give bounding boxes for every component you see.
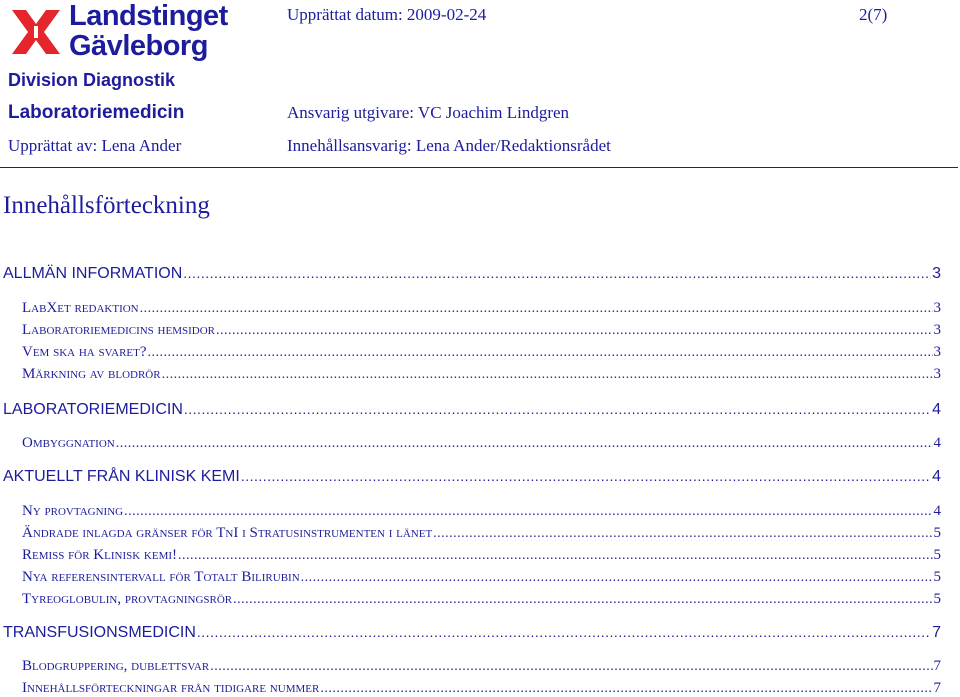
toc-leader [124, 504, 932, 520]
toc-leader [162, 367, 933, 383]
toc-entry[interactable] [22, 344, 941, 361]
toc-entry-page: 3 [933, 300, 941, 316]
toc-entry[interactable] [22, 300, 941, 317]
toc-entry-text: Laboratoriemedicins hemsidor [22, 322, 215, 338]
toc-entry-page: 7 [932, 624, 941, 641]
toc-entry-page: 5 [933, 547, 941, 563]
toc-entry-page: 7 [933, 680, 941, 696]
toc-title: Innehållsförteckning [3, 192, 210, 219]
toc-entry[interactable] [22, 658, 941, 675]
toc-entry-text: Remiss för Klinisk kemi! [22, 547, 178, 563]
toc-entry[interactable] [22, 503, 941, 520]
toc-leader [233, 592, 932, 608]
toc-entry[interactable] [22, 569, 941, 586]
landstinget-logo [8, 2, 228, 66]
toc-entry[interactable] [3, 401, 941, 419]
toc-entry-text: Nya referensintervall för Totalt Bilirubin [22, 569, 300, 585]
toc-entry-page: 3 [932, 265, 941, 282]
toc-entry[interactable] [22, 322, 941, 339]
toc-leader [178, 548, 932, 564]
toc-entry-page: 4 [932, 468, 941, 485]
toc-entry[interactable] [3, 624, 941, 642]
toc-entry-page: 3 [933, 366, 941, 382]
toc-entry[interactable] [3, 468, 941, 486]
toc-entry-page: 4 [933, 435, 941, 451]
date-line: Upprättat datum: 2009-02-24 [287, 5, 487, 24]
toc-entry-text: Ändrade inlagda gränser för TnI i Stratusinstrumenten i länet [22, 525, 433, 541]
toc-entry-page: 7 [933, 658, 941, 674]
toc-leader [183, 265, 931, 281]
toc-leader [320, 681, 932, 697]
toc-entry-page: 5 [933, 569, 941, 585]
header-divider [0, 167, 958, 168]
toc-entry[interactable] [22, 680, 941, 697]
toc-leader [241, 468, 931, 484]
toc-entry-text: Tyreoglobulin, provtagningsrör [22, 591, 233, 607]
toc-entry-text: ALLMÄN INFORMATION [3, 265, 183, 282]
toc-entry[interactable] [22, 525, 941, 542]
toc-leader [116, 436, 933, 452]
toc-leader [433, 526, 932, 542]
toc-entry-page: 5 [933, 525, 941, 541]
toc-entry-text: TRANSFUSIONSMEDICIN [3, 624, 196, 641]
logo-line2: Gävleborg [69, 30, 208, 62]
toc-entry-text: Ombyggnation [22, 435, 115, 451]
publisher-line: Ansvarig utgivare: VC Joachim Lindgren [287, 103, 570, 122]
toc-entry-text: Ny provtagning [22, 503, 124, 519]
toc-entry-text: AKTUELLT FRÅN KLINISK KEMI [3, 468, 240, 485]
toc-entry-text: Vem ska ha svaret? [22, 344, 147, 360]
toc-entry[interactable] [3, 265, 941, 283]
content-owner-line: Innehållsansvarig: Lena Ander/Redaktionsrådet [287, 136, 611, 155]
toc-entry-page: 3 [933, 344, 941, 360]
toc-leader [148, 345, 933, 361]
toc-leader [184, 401, 931, 417]
logo-mark-icon [8, 4, 64, 60]
toc-entry-text: Märkning av blodrör [22, 366, 161, 382]
toc-entry-text: LabXet redaktion [22, 300, 139, 316]
toc-entry-text: Blodgruppering, dublettsvar [22, 658, 210, 674]
toc-entry[interactable] [22, 591, 941, 608]
toc-entry-page: 4 [932, 401, 941, 418]
toc-entry-page: 4 [933, 503, 941, 519]
toc-leader [216, 323, 933, 339]
department-name: Laboratoriemedicin [8, 102, 185, 123]
logo-line1: Landstinget [69, 0, 228, 32]
toc-entry-page: 3 [933, 322, 941, 338]
toc-leader [210, 659, 932, 675]
author-line: Upprättat av: Lena Ander [8, 136, 182, 155]
toc-leader [301, 570, 933, 586]
toc-entry[interactable] [22, 366, 941, 383]
toc-entry-text: LABORATORIEMEDICIN [3, 401, 183, 418]
division-name: Division Diagnostik [8, 70, 176, 90]
toc-entry[interactable] [22, 435, 941, 452]
toc-entry-page: 5 [933, 591, 941, 607]
page-indicator: 2(7) [859, 5, 888, 24]
toc-leader [197, 624, 931, 640]
toc-leader [140, 301, 933, 317]
toc-entry-text: Innehållsförteckningar från tidigare nummer [22, 680, 320, 696]
toc-entry[interactable] [22, 547, 941, 564]
